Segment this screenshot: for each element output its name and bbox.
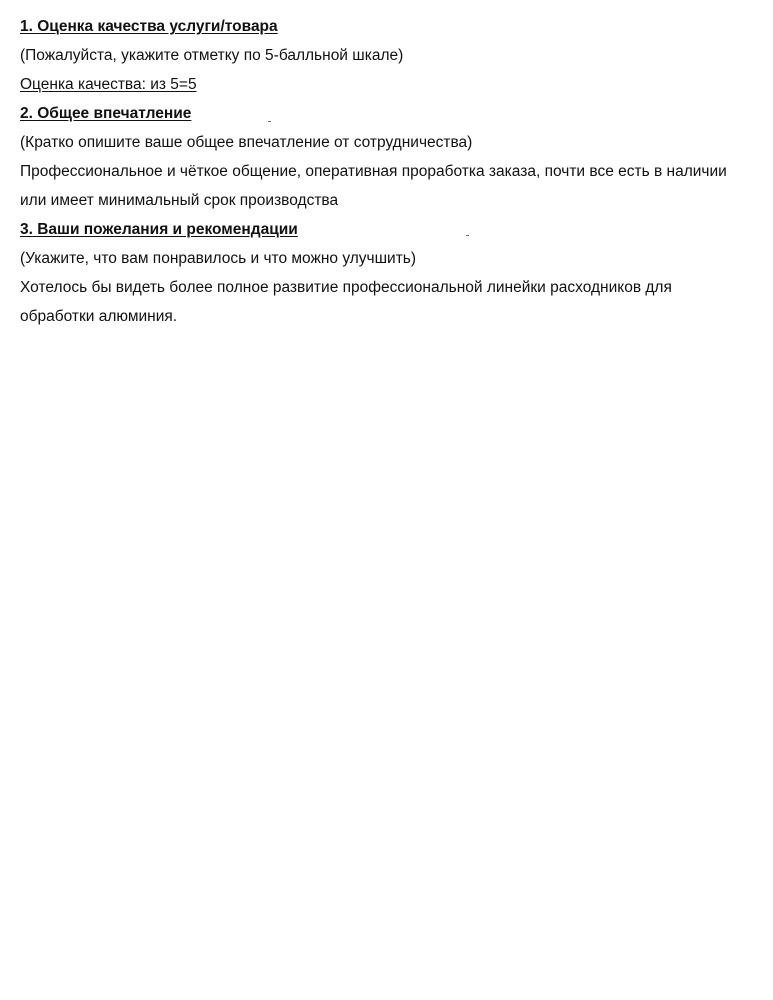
quality-rating-line: Оценка качества: из 5=5 (20, 76, 197, 93)
section-1-heading: 1. Оценка качества услуги/товара (20, 18, 278, 35)
section-2-answer-line-2: или имеет минимальный срок производства (20, 192, 339, 209)
section-2-answer-line-1: Профессиональное и чёткое общение, оперативная проработка заказа, почти все есть в наличии (20, 163, 727, 180)
section-1-hint: (Пожалуйста, укажите отметку по 5-балльной шкале) (20, 47, 404, 64)
section-3-heading: 3. Ваши пожелания и рекомендации (20, 221, 298, 238)
section-2-hint: (Кратко опишите ваше общее впечатление от сотрудничества) (20, 134, 473, 151)
scan-speck (466, 235, 469, 236)
section-3-hint: (Укажите, что вам понравилось и что можно улучшить) (20, 250, 417, 267)
scan-speck (268, 121, 271, 122)
section-3-answer-line-2: обработки алюминия. (20, 308, 178, 325)
section-2-heading: 2. Общее впечатление (20, 105, 192, 122)
feedback-form (20, 12, 760, 331)
section-3-answer-line-1: Хотелось бы видеть более полное развитие профессиональной линейки расходников для (20, 279, 672, 296)
